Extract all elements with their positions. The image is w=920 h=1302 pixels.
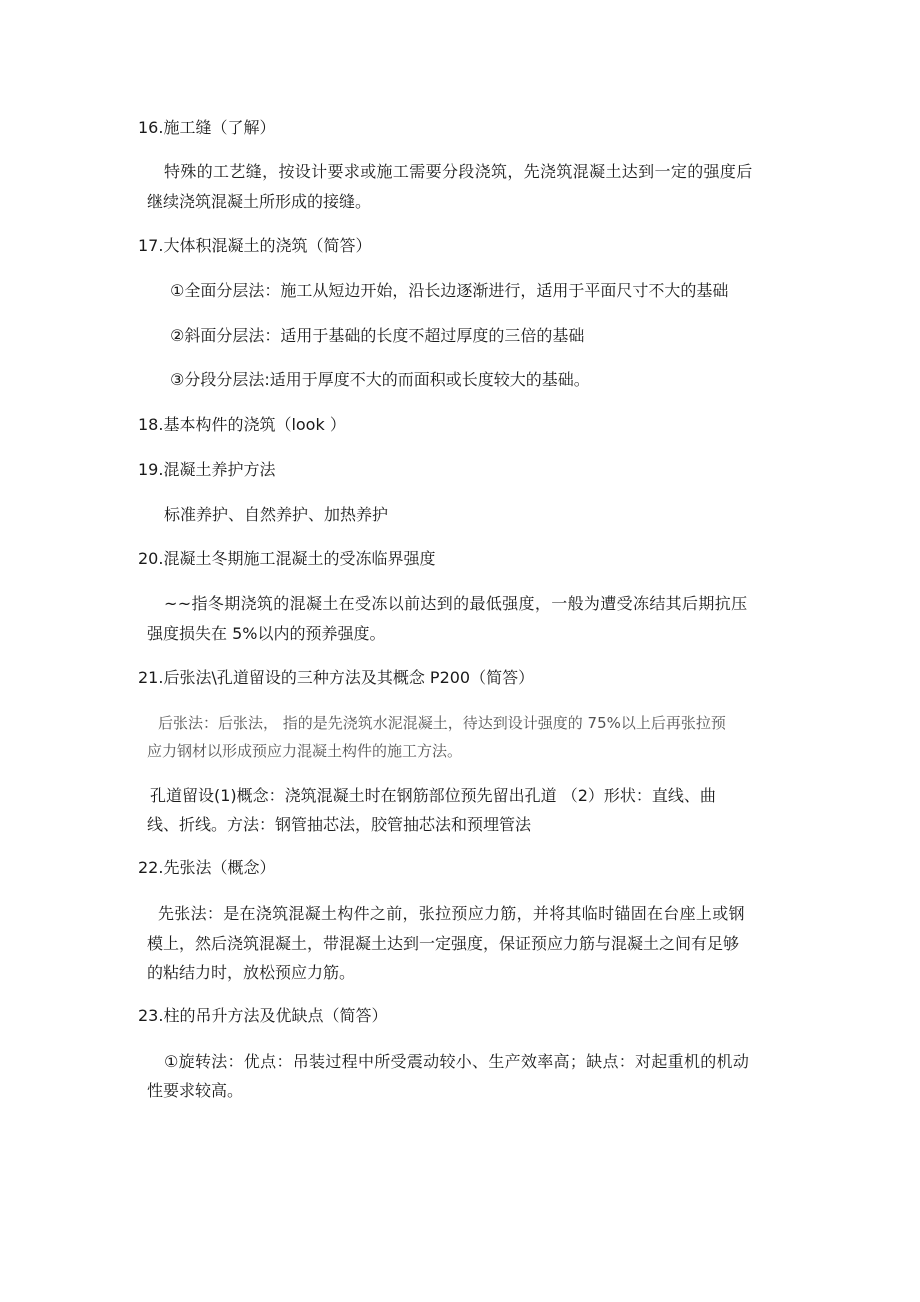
section-20-body-line-2: 强度损失在 5%以内的预养强度。	[147, 624, 386, 643]
section-22-heading: 22.先张法（概念）	[138, 858, 276, 877]
section-17-item-2: ②斜面分层法：适用于基础的长度不超过厚度的三倍的基础	[170, 326, 585, 345]
section-23-heading: 23.柱的吊升方法及优缺点（简答）	[138, 1006, 388, 1025]
section-20-heading: 20.混凝土冬期施工混凝土的受冻临界强度	[138, 549, 436, 568]
section-22-body-line-3: 的粘结力时，放松预应力筋。	[147, 963, 356, 982]
section-16-body-line-2: 继续浇筑混凝土所形成的接缝。	[147, 192, 372, 211]
section-22-body-line-1: 先张法：是在浇筑混凝土构件之前，张拉预应力筋，并将其临时锚固在台座上或钢	[158, 904, 745, 923]
section-16-heading: 16.施工缝（了解）	[138, 118, 276, 137]
section-21-para-2-line-2: 线、折线。方法：钢管抽芯法，胶管抽芯法和预埋管法	[147, 815, 532, 834]
section-18-heading: 18.基本构件的浇筑（look ）	[138, 415, 346, 434]
section-21-para-1-line-2: 应力钢材以形成预应力混凝土构件的施工方法。	[147, 742, 463, 760]
section-23-body-line-2: 性要求较高。	[147, 1081, 244, 1100]
section-19-heading: 19.混凝土养护方法	[138, 460, 276, 479]
section-17-item-3: ③分段分层法:适用于厚度不大的而面积或长度较大的基础。	[170, 370, 590, 389]
section-23-body-line-1: ①旋转法：优点：吊装过程中所受震动较小、生产效率高；缺点：对起重机的机动	[164, 1052, 750, 1071]
section-17-item-1: ①全面分层法：施工从短边开始，沿长边逐渐进行，适用于平面尺寸不大的基础	[170, 281, 729, 300]
section-21-heading: 21.后张法\孔道留设的三种方法及其概念 P200（简答）	[138, 668, 535, 687]
section-17-heading: 17.大体积混凝土的浇筑（简答）	[138, 236, 372, 255]
section-22-body-line-2: 模上，然后浇筑混凝土，带混凝土达到一定强度，保证预应力筋与混凝土之间有足够	[147, 934, 740, 953]
section-20-body-line-1: ~~指冬期浇筑的混凝土在受冻以前达到的最低强度，一般为遭受冻结其后期抗压	[164, 594, 748, 613]
section-21-para-1-line-1: 后张法：后张法， 指的是先浇筑水泥混凝土，待达到设计强度的 75%以上后再张拉预	[158, 714, 726, 732]
section-16-body-line-1: 特殊的工艺缝，按设计要求或施工需要分段浇筑，先浇筑混凝土达到一定的强度后	[164, 162, 753, 181]
section-21-para-2-line-1: 孔道留设(1)概念：浇筑混凝土时在钢筋部位预先留出孔道 （2）形状：直线、曲	[150, 786, 716, 805]
section-19-body: 标准养护、自然养护、加热养护	[164, 505, 389, 524]
